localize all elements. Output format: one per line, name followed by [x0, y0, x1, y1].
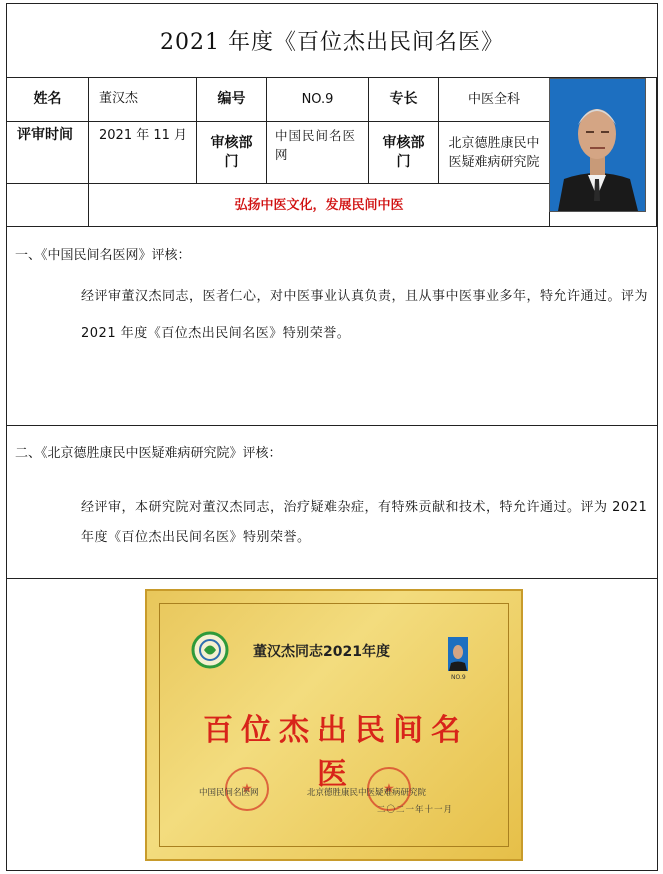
certificate-date: 二〇二一年十一月 [377, 805, 454, 815]
certificate-number: NO.9 [451, 674, 466, 681]
certificate-org-2: 北京德胜康民中医疑难病研究院 [307, 788, 427, 798]
page-title: 2021 年度《百位杰出民间名医》 [7, 4, 657, 78]
section-1 [7, 227, 657, 426]
review-dept1-value: 中国民间名医网 [267, 122, 369, 184]
name-label: 姓名 [7, 77, 89, 122]
review-dept2-value: 北京德胜康民中医疑难病研究院 [439, 122, 550, 184]
section-2-text: 经评审，本研究院对董汉杰同志，治疗疑难杂症，有特殊贡献和技术，特允许通过。评为 2021 年度《百位杰出民间名医》特别荣誉。 [81, 500, 648, 545]
blank-cell [7, 184, 89, 227]
review-dept2-label: 审核部门 [369, 122, 439, 184]
section-1-text: 经评审董汉杰同志，医者仁心，对中医事业认真负责，且从事中医事业多年，特允许通过。评为 2021 年度《百位杰出民间名医》特别荣誉。 [81, 289, 649, 341]
specialty-label: 专长 [369, 77, 439, 122]
section-2-heading: 二、《北京德胜康民中医疑难病研究院》评核： [15, 446, 282, 461]
certificate-main-title: 百位杰出民间名医 [203, 713, 469, 792]
number-value: NO.9 [267, 77, 369, 122]
name-value: 董汉杰 [89, 77, 197, 122]
certificate-photo [448, 637, 468, 671]
certificate-org-1: 中国民间名医网 [199, 788, 259, 798]
review-dept-label: 审核部门 [197, 122, 267, 184]
number-label: 编号 [197, 77, 267, 122]
review-time-label: 评审时间 [7, 122, 89, 184]
certificate-image [145, 589, 523, 861]
certificate-heading: 董汉杰同志2021年度 [253, 644, 390, 660]
review-time-value: 2021 年 11 月 [89, 122, 197, 184]
organization-logo-icon [191, 631, 229, 669]
portrait-photo [549, 78, 646, 212]
slogan: 弘扬中医文化，发展民间中医 [89, 184, 550, 227]
section-1-heading: 一、《中国民间名医网》评核： [15, 248, 191, 263]
section-2 [7, 426, 657, 579]
specialty-value: 中医全科 [439, 77, 550, 122]
